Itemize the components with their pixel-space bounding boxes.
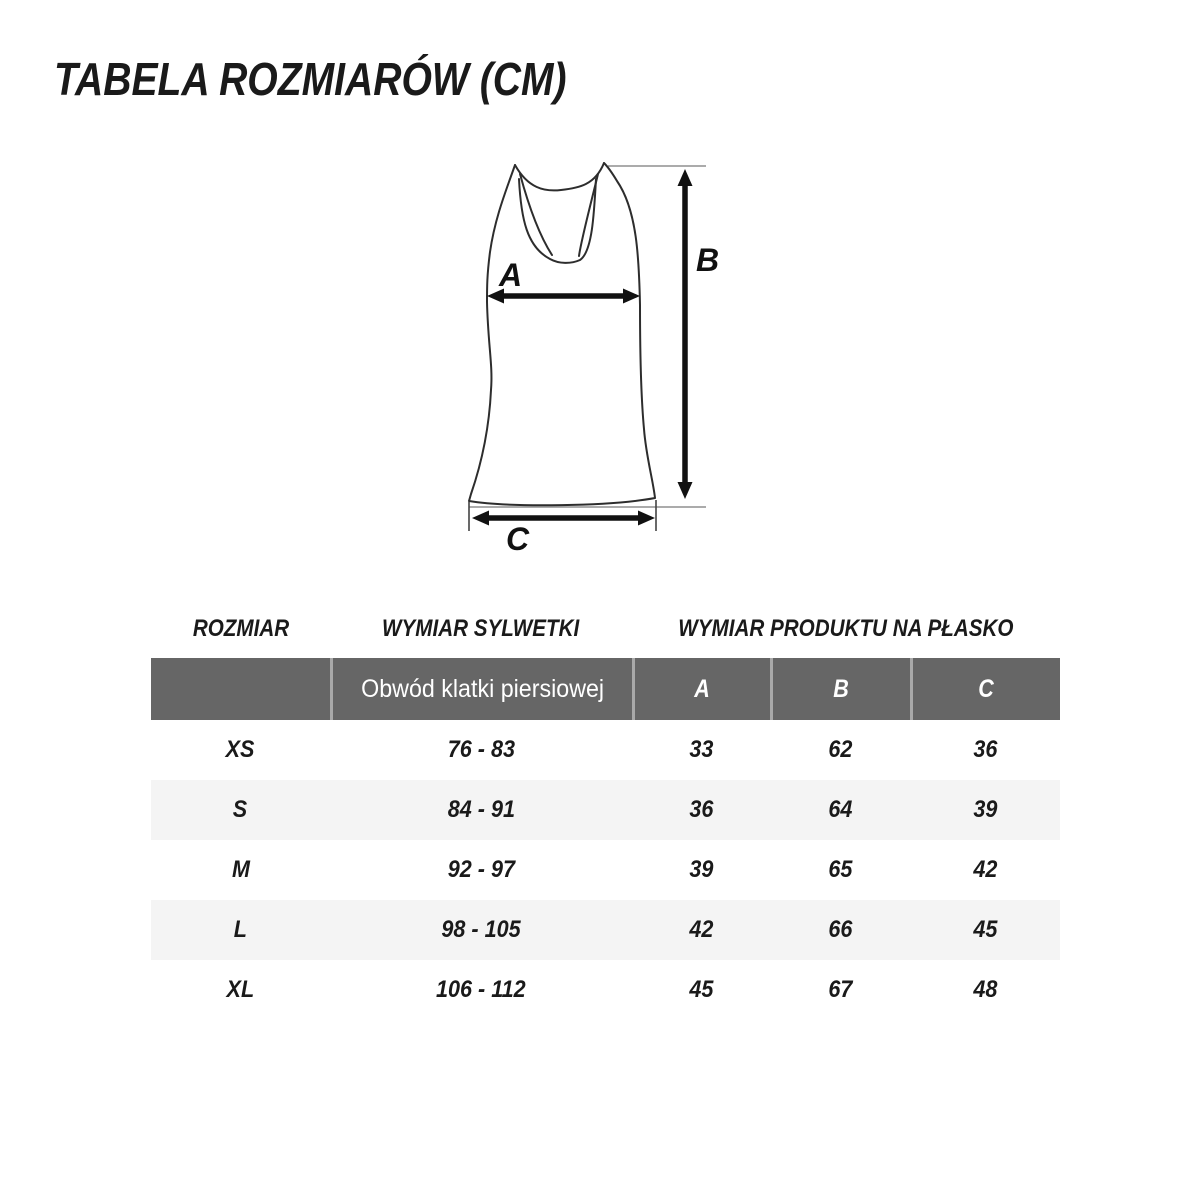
measurement-label-c: C [506, 521, 530, 557]
cell-a: 36 [688, 796, 714, 823]
cell-b: 67 [827, 976, 853, 1003]
measurement-label-a: A [499, 257, 523, 293]
cell-c: 42 [972, 856, 998, 883]
size-table [151, 658, 1060, 1020]
table-row-m [151, 840, 1060, 900]
arrow-b-top-head [678, 169, 693, 186]
cell-a: 45 [688, 976, 714, 1003]
cell-b: 66 [827, 916, 853, 943]
cell-a: 39 [688, 856, 714, 883]
cell-c: 48 [972, 976, 998, 1003]
cell-b: 62 [827, 736, 853, 763]
cell-chest: 98 - 105 [441, 916, 521, 943]
table-row-s [151, 780, 1060, 840]
tank-top-outline [469, 163, 655, 505]
cell-c: 39 [972, 796, 998, 823]
cell-c: 36 [972, 736, 998, 763]
header-cell-a: A [632, 658, 770, 720]
cell-chest: 92 - 97 [447, 856, 515, 883]
arrow-a-right-head [623, 289, 640, 304]
arrow-b-bottom-head [678, 482, 693, 499]
cell-b: 64 [827, 796, 853, 823]
cell-size: XL [226, 976, 255, 1003]
header-cell-chest: Obwód klatki piersiowej [330, 658, 632, 720]
header-cell-b: B [770, 658, 910, 720]
cell-a: 42 [688, 916, 714, 943]
group-header-body-measurement: WYMIAR SYLWETKI [382, 615, 580, 642]
tank-top-racerback [519, 179, 596, 263]
group-header-size: ROZMIAR [192, 615, 289, 642]
cell-size: L [233, 916, 248, 943]
arrow-c-left-head [472, 511, 489, 526]
cell-size: XS [226, 736, 255, 763]
cell-b: 65 [827, 856, 853, 883]
header-cell-empty [151, 658, 330, 720]
table-header-row [151, 658, 1060, 720]
tank-top-neck-dip [515, 163, 604, 190]
size-diagram [440, 145, 740, 565]
arrow-c-right-head [638, 511, 655, 526]
measurement-label-b: B [696, 242, 720, 278]
table-row-xl [151, 960, 1060, 1020]
cell-chest: 84 - 91 [447, 796, 515, 823]
group-header-flat-product-measurement: WYMIAR PRODUKTU NA PŁASKO [678, 615, 1014, 642]
cell-size: S [233, 796, 248, 823]
page-title: TABELA ROZMIARÓW (CM) [54, 53, 567, 105]
table-row-l [151, 900, 1060, 960]
cell-a: 33 [688, 736, 714, 763]
header-cell-c: C [910, 658, 1060, 720]
cell-chest: 106 - 112 [436, 976, 526, 1003]
cell-c: 45 [972, 916, 998, 943]
table-row-xs [151, 720, 1060, 780]
cell-chest: 76 - 83 [447, 736, 515, 763]
cell-size: M [231, 856, 250, 883]
